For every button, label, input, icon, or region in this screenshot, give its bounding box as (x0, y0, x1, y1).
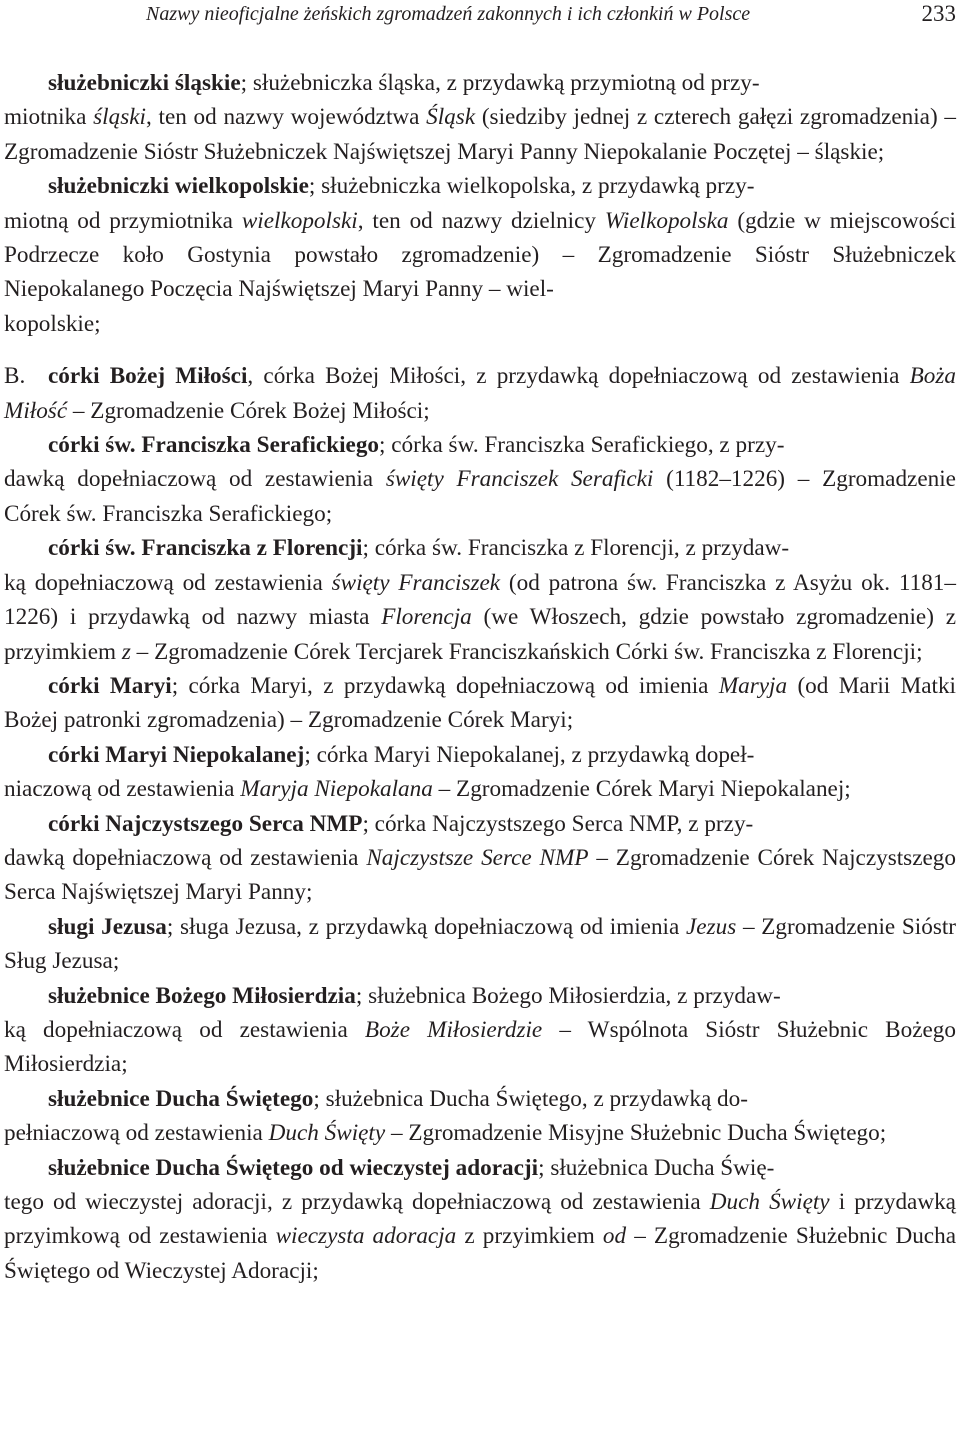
headword: córki Maryi Niepokalanej (48, 741, 305, 768)
headword: córki św. Franciszka z Florencji (48, 535, 363, 562)
headword: córki Maryi (48, 672, 172, 699)
entry-sluzebnice-ducha-swietego: służebnice Ducha Świętego; służebnica Ducha Świętego, z przydawką do- pełniaczową od zestawienia Duch Święty – Zgromadzenie Misyjne Służebnic Ducha Świętego; (4, 1085, 887, 1147)
entry-corki-najczystszego-serca-nmp: córki Najczystszego Serca NMP; córka Najczystszego Serca NMP, z przy- dawką dopełniaczową od zestawienia Najczystsze Serce NMP – Zgromadzenie Córek Najczystszego Serca Najświętszej Maryi Panny; (4, 810, 956, 906)
headword: córki Bożej Miłości (48, 363, 248, 390)
entry-sluzebniczki-wielkopolskie: służebniczki wielkopolskie; służebniczka wielkopolska, z przydawką przy- miotną od przymiotnika wielkopolski, ten od nazwy dzielnicy Wielkopolska (gdzie w miejscowości Podrzecze koło Gostynia powstało zgromadzenie) – Zgromadzenie Sióstr Służebniczek Niepokalanego Poczęcia Najświętszej Maryi Panny – wiel- kopolskie; (4, 173, 956, 337)
headword: służebnice Bożego Miłosierdzia (48, 982, 356, 1009)
headword: służebniczki śląskie (48, 70, 241, 96)
entry-sluzebnice-bozego-milosierdzia: służebnice Bożego Miłosierdzia; służebnica Bożego Miłosierdzia, z przydaw- ką dopełniaczową od zestawienia Boże Miłosierdzie – Wspólnota Sióstr Służebnic Bożego Miłosierdzia; (4, 982, 956, 1078)
entry-sluzebniczki-slaskie: służebniczki śląskie; służebniczka śląska, z przydawką przymiotną od przy- miotnika śląski, ten od nazwy województwa Śląsk (siedziby jednej z czterech gałęzi zgromadzenia) – Zgromadzenie Sióstr Służebniczek Najświętszej Maryi Panny Niepokalanie Poczętej – śląskie; (4, 70, 956, 165)
running-title: Nazwy nieoficjalne żeńskich zgromadzeń zakonnych i ich członkiń w Polsce (146, 3, 751, 25)
page-number: 233 (921, 1, 956, 26)
section-letter: B. (4, 363, 26, 390)
entry-corki-maryi-niepokalanej: córki Maryi Niepokalanej; córka Maryi Niepokalanej, z przydawką dopeł- niaczową od zestawienia Maryja Niepokalana – Zgromadzenie Córek Maryi Niepokalanej; (4, 741, 851, 803)
entry-sluzebnice-ducha-swietego-od-wieczystej-adoracji: służebnice Ducha Świętego od wieczystej adoracji; służebnica Ducha Świę- tego od wieczystej adoracji, z przydawką dopełniaczową od zestawienia Duch Święty i przydawką przyimkową od zestawienia wieczysta adoracja z przyimkiem od – Zgromadzenie Służebnic Ducha Świętego od Wieczystej Adoracji; (4, 1154, 956, 1284)
dictionary-entries (4, 66, 956, 1288)
running-header (0, 0, 960, 40)
headword: córki św. Franciszka Serafickiego (48, 432, 380, 459)
headword: służebnice Ducha Świętego (48, 1085, 314, 1112)
entry-corki-sw-franciszka-z-florencji: córki św. Franciszka z Florencji; córka św. Franciszka z Florencji, z przydaw- ką dopełniaczową od zestawienia święty Franciszek (od patrona św. Franciszka z Asyżu ok. 1181–1226) i przydawką od nazwy miasta Florencja (we Włoszech, gdzie powstało zgromadzenie) z przyimkiem z – Zgromadzenie Córek Tercjarek Franciszkańskich Córki św. Franciszka z Florencji; (4, 535, 956, 665)
headword: służebnice Ducha Świętego od wieczystej adoracji (48, 1154, 539, 1181)
section-b-entry-corki-bozej-milosci: B. córki Bożej Miłości, córka Bożej Miłości, z przydawką dopełniaczową od zestawienia Boża Miłość – Zgromadzenie Córek Bożej Miłości; (4, 359, 956, 428)
entry-slugi-jezusa: sługi Jezusa; sługa Jezusa, z przydawką dopełniaczową od imienia Jezus – Zgromadzenie Sióstr Sług Jezusa; (4, 913, 957, 975)
headword: sługi Jezusa (48, 913, 167, 940)
headword: służebniczki wielkopolskie (48, 173, 309, 200)
headword: córki Najczystszego Serca NMP (48, 810, 363, 837)
entry-corki-sw-franciszka-serafickiego: córki św. Franciszka Serafickiego; córka św. Franciszka Serafickiego, z przy- dawką dopełniaczową od zestawienia święty Franciszek Seraficki (1182–1226) – Zgromadzenie Córek św. Franciszka Serafickiego; (4, 432, 956, 527)
entry-corki-maryi: córki Maryi; córka Maryi, z przydawką dopełniaczową od imienia Maryja (od Marii Matki Bożej patronki zgromadzenia) – Zgromadzenie Córek Maryi; (4, 672, 957, 734)
